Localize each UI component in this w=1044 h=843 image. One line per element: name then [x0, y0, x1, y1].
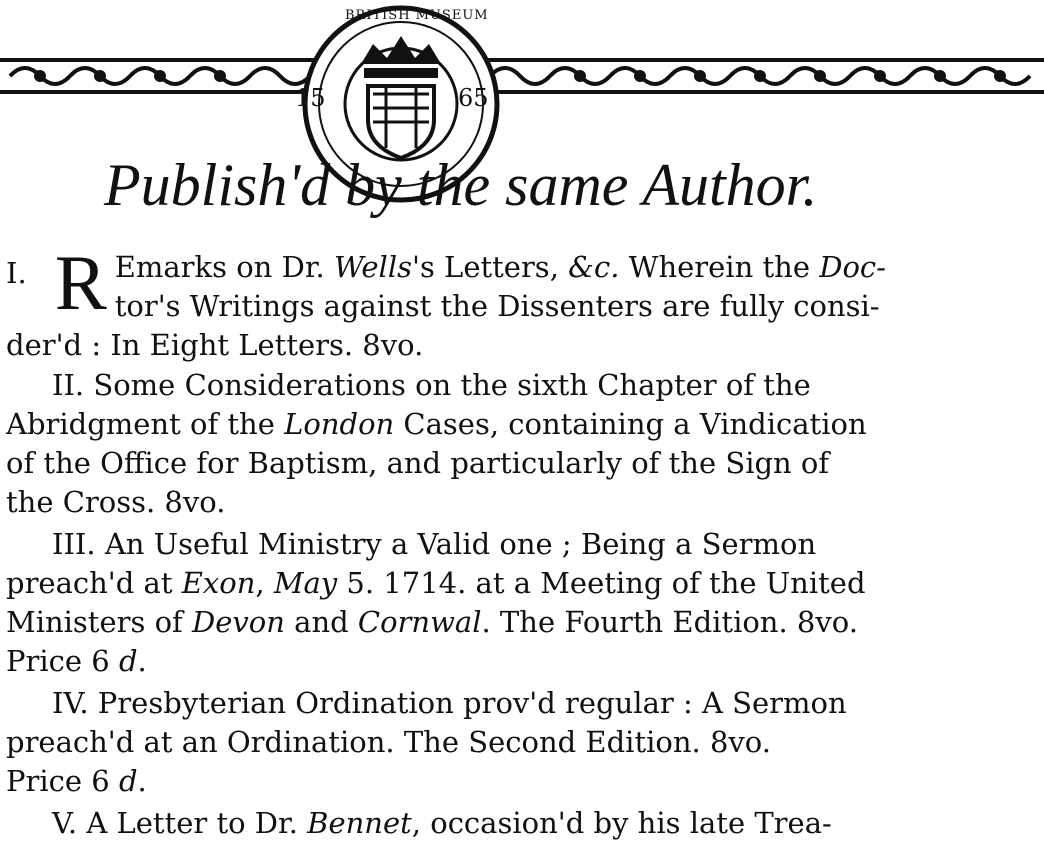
entry-line	[6, 483, 1040, 522]
text-run: the Cross. 8vo.	[6, 485, 226, 519]
entry-numeral: I.	[6, 256, 27, 290]
entry-line	[6, 444, 1040, 483]
entry-line	[6, 804, 1040, 843]
stamp-year-left: 15	[295, 84, 326, 112]
text-run: d	[118, 644, 138, 678]
text-run: 5. 1714. at a Meeting of the United	[337, 566, 866, 600]
list-item	[6, 804, 1040, 843]
text-run: d	[118, 764, 138, 798]
drop-capital: R	[54, 239, 107, 326]
text-run: tor's Writings against the Dissenters are fully consi-	[114, 289, 880, 323]
text-run: Presbyterian Ordination prov'd regular : A Sermon	[97, 686, 847, 720]
list-item	[6, 684, 1040, 801]
text-run: Ministers of	[6, 605, 192, 639]
entry-line	[6, 642, 1040, 681]
text-run: der'd : In Eight Letters. 8vo.	[6, 328, 424, 362]
text-run: Wells	[333, 250, 412, 284]
text-run: Bennet	[307, 806, 412, 840]
entry-numeral: IV.	[52, 686, 89, 720]
text-run: .	[137, 644, 147, 678]
entry-numeral: III.	[52, 527, 96, 561]
entry-line	[6, 287, 1040, 326]
text-run: Some Considerations on the sixth Chapter of the	[93, 368, 811, 402]
entry-numeral: V.	[52, 806, 78, 840]
entry-line	[6, 723, 1040, 762]
stamp-legend: BRITISH MUSEUM	[345, 8, 489, 23]
text-run: London	[284, 407, 395, 441]
text-run: preach'd at an Ordination. The Second Edition. 8vo.	[6, 725, 771, 759]
page-heading: Publish'd by the same Author.	[104, 152, 818, 218]
entry-line	[6, 326, 1040, 365]
text-run: &c.	[568, 250, 620, 284]
text-run: .	[137, 764, 147, 798]
text-run: An Useful Ministry a Valid one ; Being a Sermon	[104, 527, 817, 561]
text-run: Abridgment of the	[6, 407, 285, 441]
text-run: Doc-	[819, 250, 886, 284]
text-run: Price 6	[6, 764, 119, 798]
entry-line	[6, 248, 1040, 287]
entry-line	[6, 366, 1040, 405]
list-item	[6, 525, 1040, 681]
entry-numeral: II.	[52, 368, 85, 402]
entry-line	[6, 564, 1040, 603]
text-run: . The Fourth Edition. 8vo.	[481, 605, 858, 639]
text-run: , occasion'd by his late Trea-	[411, 806, 832, 840]
entry-line	[6, 603, 1040, 642]
text-run: ,	[255, 566, 274, 600]
text-run: Emarks on Dr.	[114, 250, 334, 284]
text-run: 's Letters,	[411, 250, 569, 284]
text-run: Exon	[181, 566, 256, 600]
text-run: preach'd at	[6, 566, 182, 600]
text-run: May	[273, 566, 338, 600]
list-item	[6, 366, 1040, 522]
text-run: Cases, containing a Vindication	[394, 407, 867, 441]
text-run: Devon	[192, 605, 285, 639]
text-run: and	[284, 605, 358, 639]
stamp-year-right: 65	[458, 84, 489, 112]
list-item	[6, 239, 1040, 365]
text-run: of the Office for Baptism, and particularly of the Sign of	[6, 446, 830, 480]
entry-line	[6, 684, 1040, 723]
text-run: Price 6	[6, 644, 119, 678]
text-run: Cornwal	[357, 605, 482, 639]
text-run: Wherein the	[619, 250, 820, 284]
entry-line	[6, 405, 1040, 444]
entry-line	[6, 762, 1040, 801]
text-run: A Letter to Dr.	[86, 806, 308, 840]
entry-line	[6, 525, 1040, 564]
